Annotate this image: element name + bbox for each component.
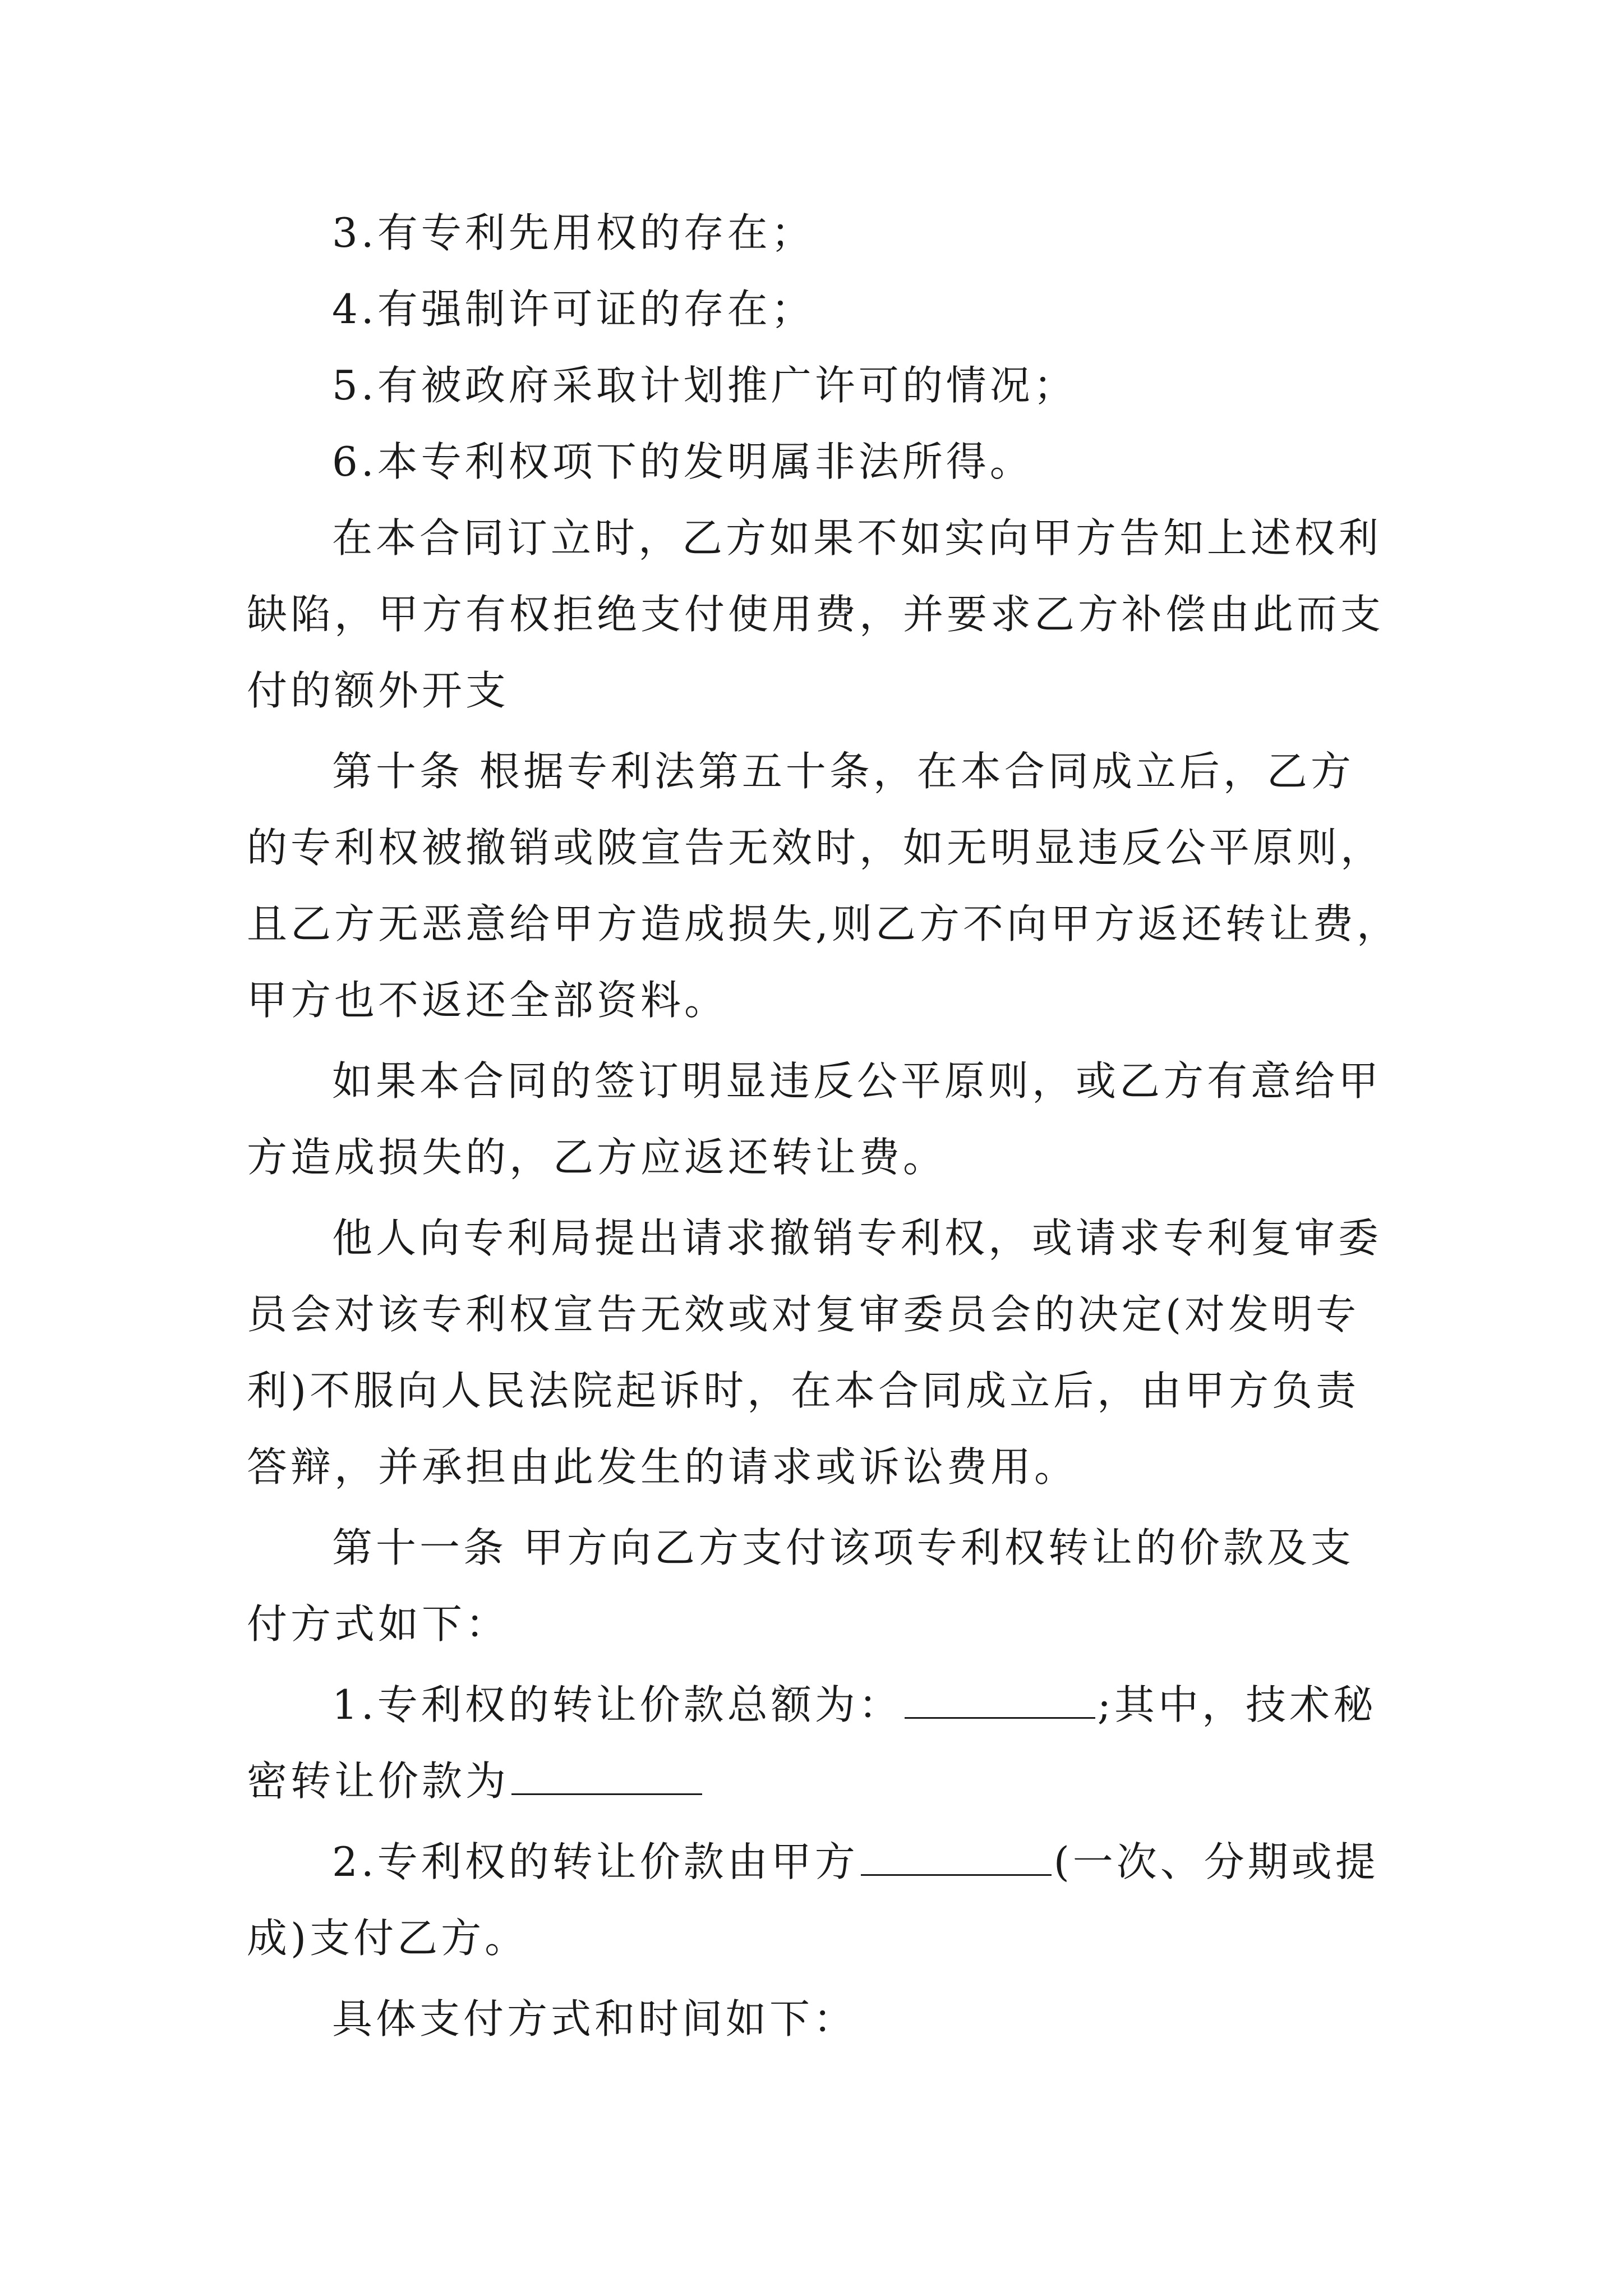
payment-item-1 (332, 1671, 1377, 1738)
paragraph-line: 利)不服向人民法院起诉时，在本合同成立后，由甲方负责 (247, 1367, 1360, 1414)
payment-item-1-line2-prefix: 密转让价款为 (247, 1757, 510, 1805)
paragraph-line: 方造成损失的，乙方应返还转让费。 (247, 1134, 947, 1181)
paragraph-line: 在本合同订立时，乙方如果不如实向甲方告知上述权利 (332, 514, 1382, 562)
payment-item-1-prefix: 1.专利权的转让价款总额为： (332, 1681, 902, 1728)
paragraph-line: 付的额外开支 (247, 667, 510, 714)
article-11-line: 第十一条 甲方向乙方支付该项专利权转让的价款及支 (332, 1524, 1354, 1571)
payment-item-1-line2 (247, 1747, 704, 1815)
clause-item-6: 6.本专利权项下的发明属非法所得。 (332, 438, 1034, 485)
article-11-line: 付方式如下： (247, 1600, 510, 1648)
clause-item-4: 4.有强制许可证的存在； (332, 286, 815, 333)
article-10-line: 甲方也不返还全部资料。 (247, 977, 728, 1024)
payment-mode-blank[interactable] (861, 1839, 1052, 1876)
paragraph-line: 他人向专利局提出请求撤销专利权，或请求专利复审委 (332, 1214, 1382, 1262)
paragraph-line: 如果本合同的签订明显违反公平原则，或乙方有意给甲 (332, 1057, 1382, 1105)
payment-item-2-prefix: 2.专利权的转让价款由甲方 (332, 1838, 859, 1885)
payment-item-1-suffix: ;其中，技术秘 (1097, 1681, 1377, 1728)
paragraph-line: 缺陷，甲方有权拒绝支付使用费，并要求乙方补偿由此而支 (247, 591, 1385, 638)
payment-item-2 (332, 1828, 1379, 1895)
paragraph-line: 答辩，并承担由此发生的请求或诉讼费用。 (247, 1443, 1078, 1490)
clause-item-3: 3.有专利先用权的存在； (332, 209, 815, 256)
secret-price-blank[interactable] (511, 1759, 702, 1795)
clause-item-5: 5.有被政府采取计划推广许可的情况； (332, 362, 1077, 409)
article-10-line: 第十条 根据专利法第五十条，在本合同成立后，乙方 (332, 748, 1354, 795)
payment-item-2-suffix: (一次、分期或提 (1053, 1838, 1379, 1885)
total-price-blank[interactable] (905, 1682, 1095, 1719)
payment-item-2-line2: 成)支付乙方。 (247, 1915, 529, 1962)
article-10-line: 且乙方无恶意给甲方造成损失,则乙方不向甲方返还转让费， (247, 900, 1400, 947)
article-10-line: 的专利权被撤销或陂宣告无效时，如无明显违反公平原则， (247, 824, 1385, 871)
payment-method-heading: 具体支付方式和时间如下： (332, 1995, 857, 2042)
paragraph-line: 员会对该专利权宣告无效或对复审委员会的决定(对发明专 (247, 1291, 1360, 1338)
